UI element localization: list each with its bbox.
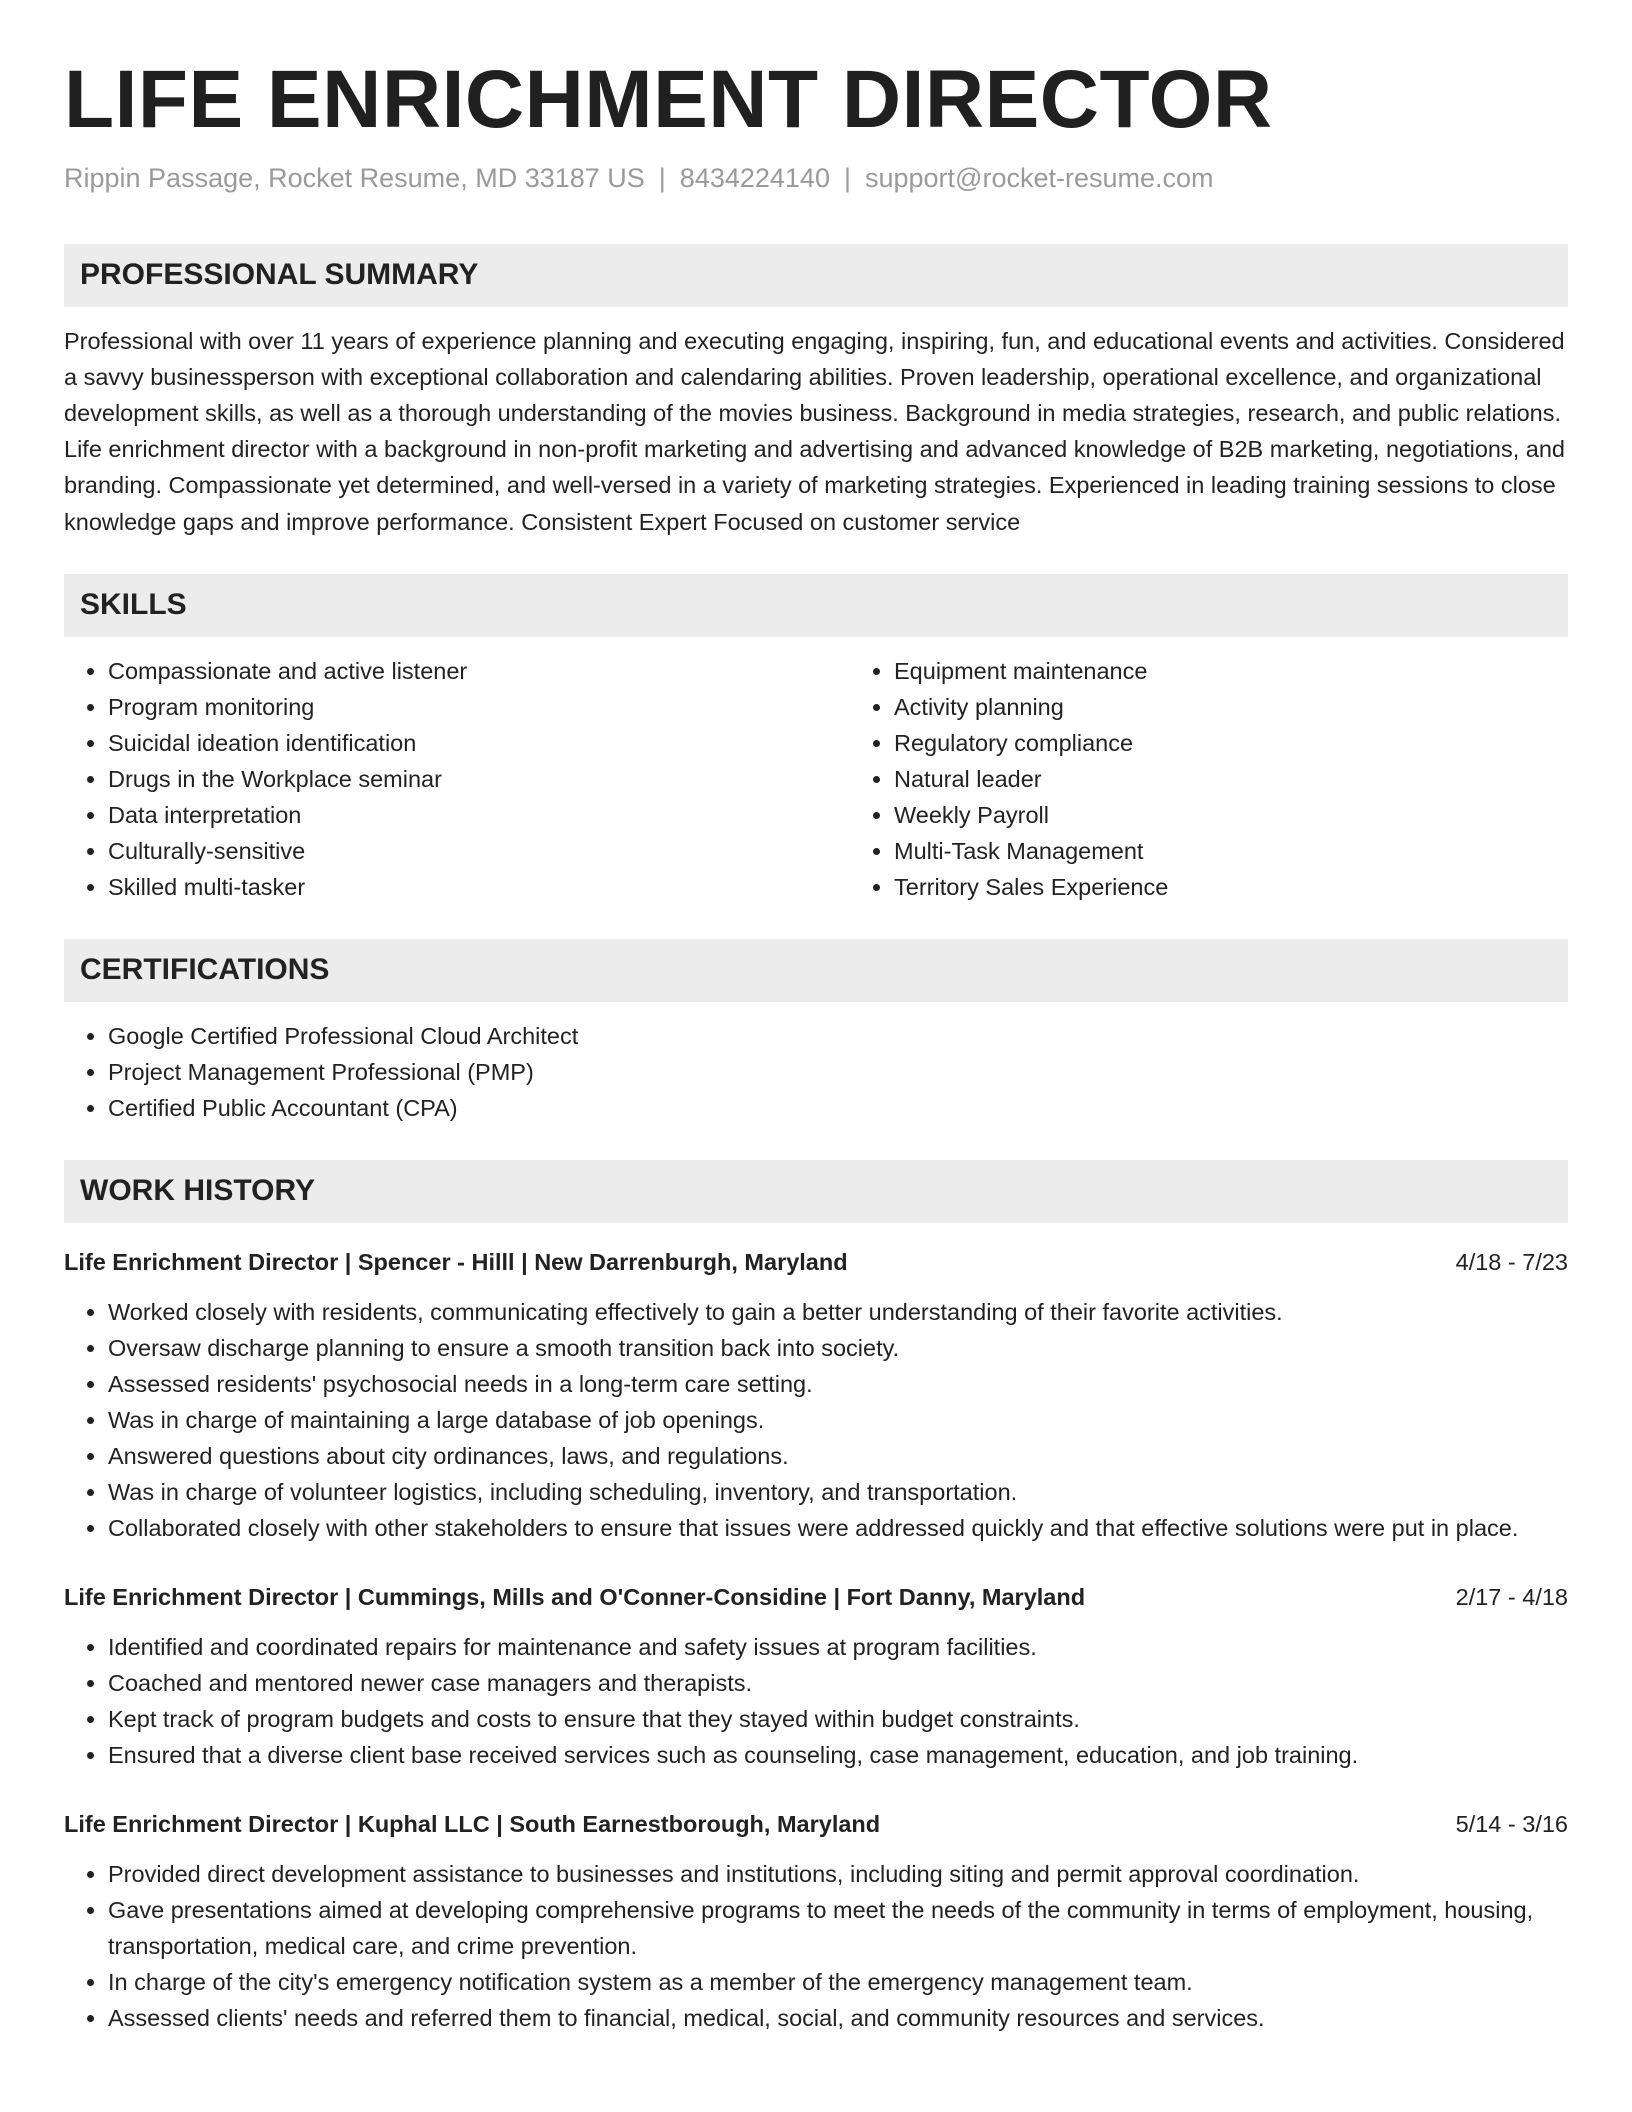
contact-separator: | [843,162,851,193]
job-bullet: • Provided direct development assistance to businesses and institutions, including siting and permit approval coordination. [108,1856,1568,1892]
job-bullet: • Was in charge of maintaining a large database of job openings. [108,1402,1568,1438]
skill-item: • Activity planning [894,689,1168,725]
section-header-work-history: WORK HISTORY [64,1160,1568,1223]
skill-item: • Compassionate and active listener [108,653,850,689]
summary-text: Professional with over 11 years of experience planning and executing engaging, inspiring, fun, and educational events and activities. Considered a savvy businessperson with exceptional collaboration and calendaring abilities. Proven leadership, operational excellence, and organizational development skills, as well as a thorough understanding of the movies business. Background in media strategies, research, and public relations. Life enrichment director with a background in non-profit marketing and advertising and advanced knowledge of B2B marketing, negotiations, and branding. Compassionate yet determined, and well-versed in a variety of marketing strategies. Experienced in leading training sessions to close knowledge gaps and improve performance. Consistent Expert Focused on customer service [64,327,1565,535]
skill-item: • Drugs in the Workplace seminar [108,761,850,797]
job-bullet: • Ensured that a diverse client base received services such as counseling, case management, education, and job training. [108,1737,1568,1773]
job-bullet: • Assessed clients' needs and referred them to financial, medical, social, and community resources and services. [108,2000,1568,2036]
skill-item: • Program monitoring [108,689,850,725]
job-bullet: • Oversaw discharge planning to ensure a smooth transition back into society. [108,1330,1568,1366]
job-bullets [64,1629,1568,1773]
job-bullet: • Assessed residents' psychosocial needs in a long-term care setting. [108,1366,1568,1402]
skill-item: • Territory Sales Experience [894,869,1168,905]
job-bullets [64,1856,1568,2036]
job-dates: 2/17 - 4/18 [1455,1583,1568,1610]
certification-item: • Project Management Professional (PMP) [108,1054,1568,1090]
job-header [64,1580,1568,1614]
job-entry [64,1580,1568,1773]
contact-phone: 8434224140 [679,162,830,193]
job-header [64,1807,1568,1841]
skill-item: • Skilled multi-tasker [108,869,850,905]
skills-column-right [850,653,1168,905]
skill-item: • Culturally-sensitive [108,833,850,869]
skill-item: • Weekly Payroll [894,797,1168,833]
skill-item: • Multi-Task Management [894,833,1168,869]
skill-item: • Regulatory compliance [894,725,1168,761]
certifications-list [64,1018,1568,1126]
job-title: Life Enrichment Director | Cummings, Mills and O'Conner-Considine | Fort Danny, Maryland [64,1583,1086,1610]
job-bullet: • Gave presentations aimed at developing comprehensive programs to meet the needs of the community in terms of employment, housing, transportation, medical care, and crime prevention. [108,1892,1568,1964]
job-bullet: • Collaborated closely with other stakeholders to ensure that issues were addressed quickly and that effective solutions were put in place. [108,1510,1568,1546]
contact-line [64,163,1568,194]
job-bullet: • Kept track of program budgets and costs to ensure that they stayed within budget constraints. [108,1701,1568,1737]
job-bullet: • In charge of the city's emergency notification system as a member of the emergency management team. [108,1964,1568,2000]
job-entry [64,1245,1568,1546]
job-bullet: • Was in charge of volunteer logistics, including scheduling, inventory, and transportation. [108,1474,1568,1510]
job-title: Life Enrichment Director | Kuphal LLC | South Earnestborough, Maryland [64,1810,881,1837]
job-header [64,1245,1568,1279]
contact-separator: | [658,162,666,193]
skill-item: • Natural leader [894,761,1168,797]
job-bullet: • Worked closely with residents, communicating effectively to gain a better understanding of their favorite activities. [108,1294,1568,1330]
skill-item: • Suicidal ideation identification [108,725,850,761]
contact-address: Rippin Passage, Rocket Resume, MD 33187 US [64,162,645,193]
section-header-summary: PROFESSIONAL SUMMARY [64,244,1568,307]
job-dates: 4/18 - 7/23 [1455,1248,1568,1275]
job-bullet: • Identified and coordinated repairs for maintenance and safety issues at program facilities. [108,1629,1568,1665]
skills-column-left [64,653,850,905]
skills-list [64,637,1568,905]
job-bullets [64,1294,1568,1546]
skill-item: • Data interpretation [108,797,850,833]
section-header-certifications: CERTIFICATIONS [64,939,1568,1002]
job-dates: 5/14 - 3/16 [1455,1810,1568,1837]
certification-item: • Google Certified Professional Cloud Architect [108,1018,1568,1054]
skill-item: • Equipment maintenance [894,653,1168,689]
job-entry [64,1807,1568,2036]
job-bullet: • Answered questions about city ordinances, laws, and regulations. [108,1438,1568,1474]
certification-item: • Certified Public Accountant (CPA) [108,1090,1568,1126]
contact-email: support@rocket-resume.com [864,162,1214,193]
section-header-skills: SKILLS [64,574,1568,637]
job-title: Life Enrichment Director | Spencer - Hilll | New Darrenburgh, Maryland [64,1248,848,1275]
job-bullet: • Coached and mentored newer case managers and therapists. [108,1665,1568,1701]
resume-title: LIFE ENRICHMENT DIRECTOR [64,54,1273,145]
